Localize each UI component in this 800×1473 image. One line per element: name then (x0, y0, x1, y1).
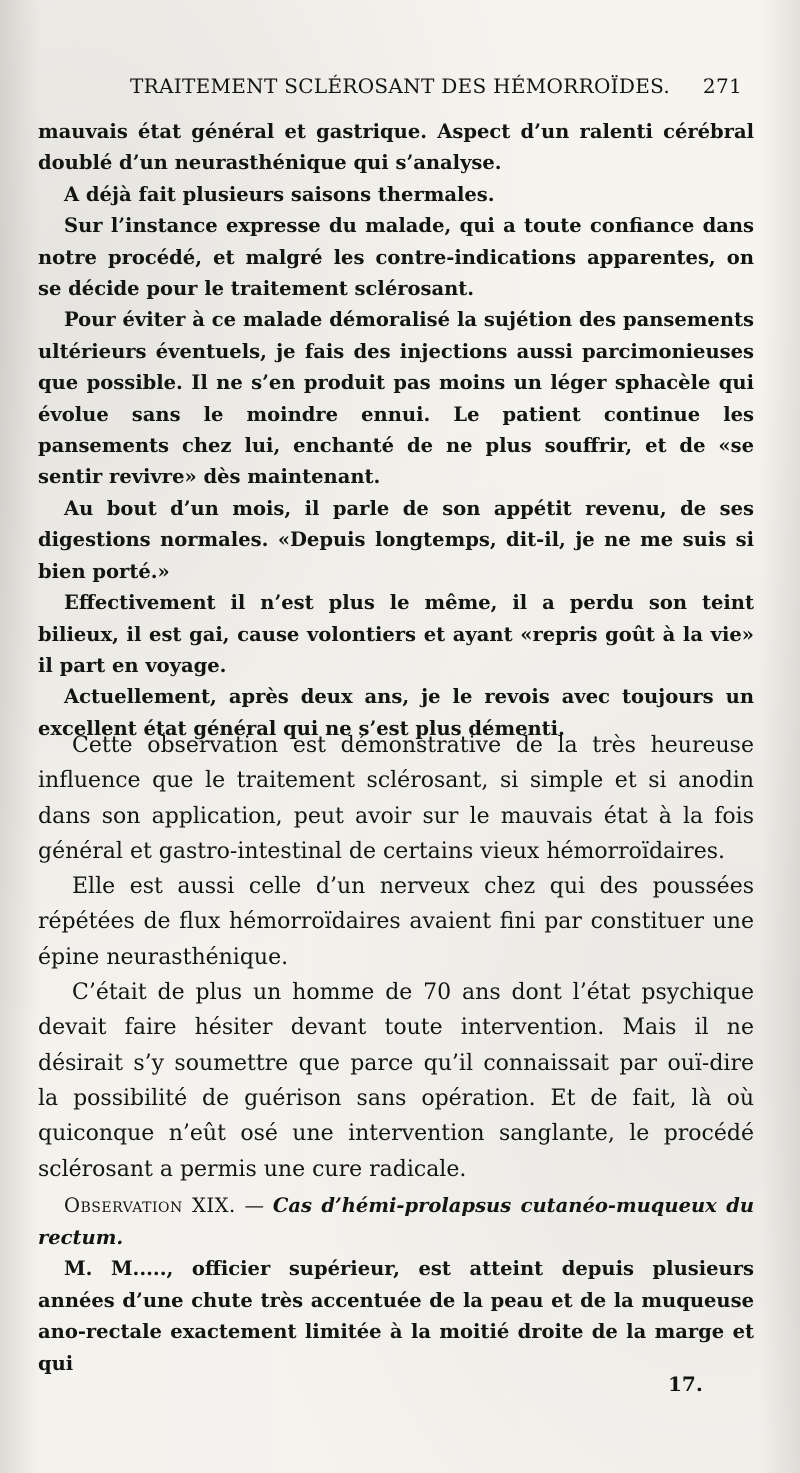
paragraph: C’était de plus un homme de 70 ans dont l’état psychique devait faire hésiter devant toute intervention. Mais il ne désirait s’y soumettre que parce qu’il connaissait par ouï-dire la possibilité de guérison sans opération. Et de fait, là où quiconque n’eût osé une intervention sanglante, le procédé sclérosant a permis une cure radicale. (38, 980, 754, 1182)
paragraph: A déjà fait plusieurs saisons thermales. (64, 182, 495, 206)
paragraph: Sur l’instance expresse du malade, qui a toute confiance dans notre procédé, et malgré les contre-indications apparentes, on se décide pour le traitement sclérosant. (38, 214, 754, 301)
observation-heading (38, 1190, 754, 1253)
observation-xix (38, 1190, 754, 1379)
commentary (38, 728, 754, 1187)
paragraph: M. M....., officier supérieur, est atteint depuis plusieurs années d’une chute très accentuée de la peau et de la muqueuse ano-rectale exactement limitée à la moitié droite de la marge et qui (38, 1257, 754, 1375)
paragraph: Effectivement il n’est plus le même, il a perdu son teint bilieux, il est gai, cause volontiers et ayant «repris goût à la vie» il part en voyage. (38, 591, 754, 677)
case-narrative (38, 116, 754, 744)
observation-dash: — (235, 1194, 273, 1217)
paragraph: Cette observation est démonstrative de la très heureuse influence que le traitement sclérosant, si simple et si anodin dans son application, peut avoir sur le mauvais état à la fois général et gastro-intestinal de certains vieux hémorroïdaires. (38, 733, 754, 864)
running-header (130, 74, 742, 98)
printer-signature: 17. (668, 1372, 703, 1396)
observation-label: Observation XIX. (64, 1194, 236, 1217)
page-number: 271 (702, 74, 742, 98)
paragraph: Pour éviter à ce malade démoralisé la sujétion des pansements ultérieurs éventuels, je fais des injections aussi parcimonieuses que possible. Il ne s’en produit pas moins un léger sphacèle qui évolue sans le moindre ennui. Le patient continue les pansements chez lui, enchanté de ne plus souffrir, et de «se sentir revivre» dès maintenant. (38, 308, 754, 489)
running-title: TRAITEMENT SCLÉROSANT DES HÉMORROÏDES. (130, 74, 671, 98)
paragraph: Elle est aussi celle d’un nerveux chez qui des poussées répétées de flux hémorroïdaires avaient fini par constituer une épine neurasthénique. (38, 874, 754, 970)
observation-title: Cas d’hémi-prolapsus cutanéo-muqueux du rectum. (38, 1194, 755, 1249)
paragraph: Au bout d’un mois, il parle de son appétit revenu, de ses digestions normales. «Depuis longtemps, dit-il, je ne me suis si bien porté.» (38, 496, 754, 583)
paragraph: Actuellement, après deux ans, je le revois avec toujours un excellent état général qui ne s’est plus démenti. (38, 685, 754, 740)
paragraph: mauvais état général et gastrique. Aspect d’un ralenti cérébral doublé d’un neurasthénique qui s’analyse. (38, 120, 754, 175)
